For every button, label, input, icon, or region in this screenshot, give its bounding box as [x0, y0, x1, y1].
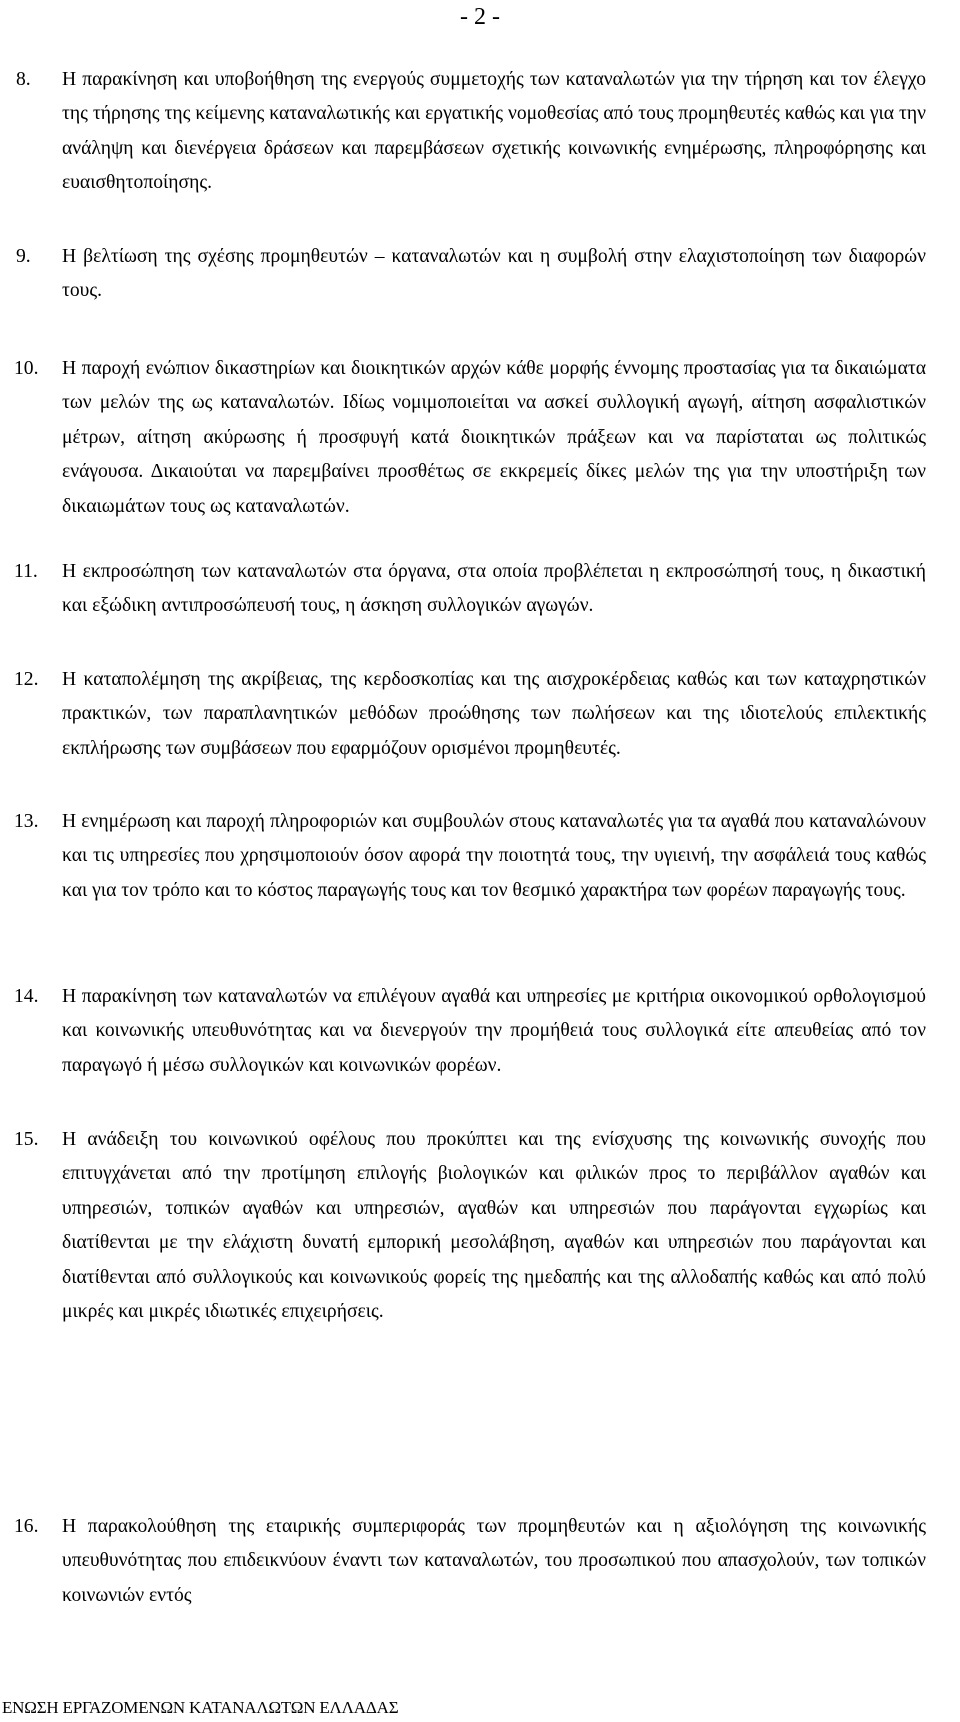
item-text: Η καταπολέμηση της ακρίβειας, της κερδοσκοπίας και της αισχροκέρδειας καθώς και των καταχρηστικών πρακτικών, των παραπλανητικών μεθόδων προώθησης των πωλήσεων και της ιδιοτελούς επιλεκτικής εκπλήρωσης των συμβάσεων που εφαρμόζουν ορισμένοι προμηθευτές. — [62, 669, 926, 759]
list-item-14 — [14, 980, 926, 1083]
item-number: 10. — [14, 358, 39, 379]
item-text: Η παρακολούθηση της εταιρικής συμπεριφοράς των προμηθευτών και η αξιολόγηση της κοινωνικής υπευθυνότητας που επιδεικνύουν έναντι των καταναλωτών, του προσωπικού που απασχολούν, των τοπικών κοινωνιών εντός — [62, 1516, 926, 1606]
page-number: - 2 - — [460, 4, 500, 30]
list-item-13 — [14, 805, 926, 908]
list-item-8 — [16, 63, 926, 201]
item-number: 12. — [14, 669, 39, 690]
item-text: Η παρακίνηση και υποβοήθηση της ενεργούς συμμετοχής των καταναλωτών για την τήρηση και τον έλεγχο της τήρησης της κείμενης καταναλωτικής και εργατικής νομοθεσίας από τους προμηθευτές καθώς και για την ανάληψη και διενέργεια δράσεων και παρεμβάσεων σχετικής κοινωνικής ενημέρωσης, πληροφόρησης και ευαισθητοποίησης. — [62, 69, 926, 194]
item-text: Η εκπροσώπηση των καταναλωτών στα όργανα, στα οποία προβλέπεται η εκπροσώπησή τους, η δικαστική και εξώδικη αντιπροσώπευσή τους, η άσκηση συλλογικών αγωγών. — [62, 561, 926, 617]
item-number: 13. — [14, 811, 39, 832]
list-item-12 — [14, 663, 926, 766]
item-text: Η παροχή ενώπιον δικαστηρίων και διοικητικών αρχών κάθε μορφής έννομης προστασίας για τα δικαιώματα των μελών της ως καταναλωτών. Ιδίως νομιμοποιείται να ασκεί συλλογική αγωγή, αίτηση ασφαλιστικών μέτρων, αίτηση ακύρωσης ή προσφυγή κατά διοικητικών πράξεων και να παρίσταται ως πολιτικώς ενάγουσα. Δικαιούται να παρεμβαίνει προσθέτως σε εκκρεμείς δίκες μελών της για την υποστήριξη των δικαιωμάτων τους ως καταναλωτών. — [62, 358, 926, 517]
item-number: 9. — [16, 246, 31, 267]
list-item-16 — [14, 1510, 926, 1613]
footer-organization: ΕΝΩΣΗ ΕΡΓΑΖΟΜΕΝΩΝ ΚΑΤΑΝΑΛΩΤΩΝ ΕΛΛΑΔΑΣ — [2, 1698, 399, 1717]
item-number: 14. — [14, 986, 39, 1007]
item-text: Η ενημέρωση και παροχή πληροφοριών και συμβουλών στους καταναλωτές για τα αγαθά που καταναλώνουν και τις υπηρεσίες που χρησιμοποιούν όσον αφορά την ποιοτητά τους, την υγιεινή, την ασφάλειά τους καθώς και για τον τρόπο και το κόστος παραγωγής τους και τον θεσμικό χαρακτήρα των φορέων παραγωγής τους. — [62, 811, 926, 901]
item-text: Η ανάδειξη του κοινωνικού οφέλους που προκύπτει και της ενίσχυσης της κοινωνικής συνοχής που επιτυγχάνεται από την προτίμηση επιλογής βιολογικών και φιλικών προς το περιβάλλον αγαθών και υπηρεσιών, τοπικών αγαθών και υπηρεσιών, αγαθών και υπηρεσιών που παράγονται εγχωρίως και διατίθενται με την ελάχιστη δυνατή εμπορική μεσολάβηση, αγαθών και υπηρεσιών που παράγονται και διατίθενται από συλλογικούς και κοινωνικούς φορείς της ημεδαπής και της αλλοδαπής καθώς και από πολύ μικρές και μικρές ιδιωτικές επιχειρήσεις. — [62, 1129, 926, 1323]
item-text: Η βελτίωση της σχέσης προμηθευτών – καταναλωτών και η συμβολή στην ελαχιστοποίηση των διαφορών τους. — [62, 246, 926, 302]
list-item-9 — [16, 240, 926, 309]
list-item-11 — [14, 555, 926, 624]
list-item-10 — [14, 352, 926, 524]
list-item-15 — [14, 1123, 926, 1329]
item-number: 8. — [16, 69, 31, 90]
item-number: 11. — [14, 561, 38, 582]
item-number: 16. — [14, 1516, 39, 1537]
item-number: 15. — [14, 1129, 39, 1150]
item-text: Η παρακίνηση των καταναλωτών να επιλέγουν αγαθά και υπηρεσίες με κριτήρια οικονομικού ορθολογισμού και κοινωνικής υπευθυνότητας και να διενεργούν την προμήθειά τους συλλογικά είτε απευθείας από τον παραγωγό ή μέσω συλλογικών και κοινωνικών φορέων. — [62, 986, 926, 1076]
